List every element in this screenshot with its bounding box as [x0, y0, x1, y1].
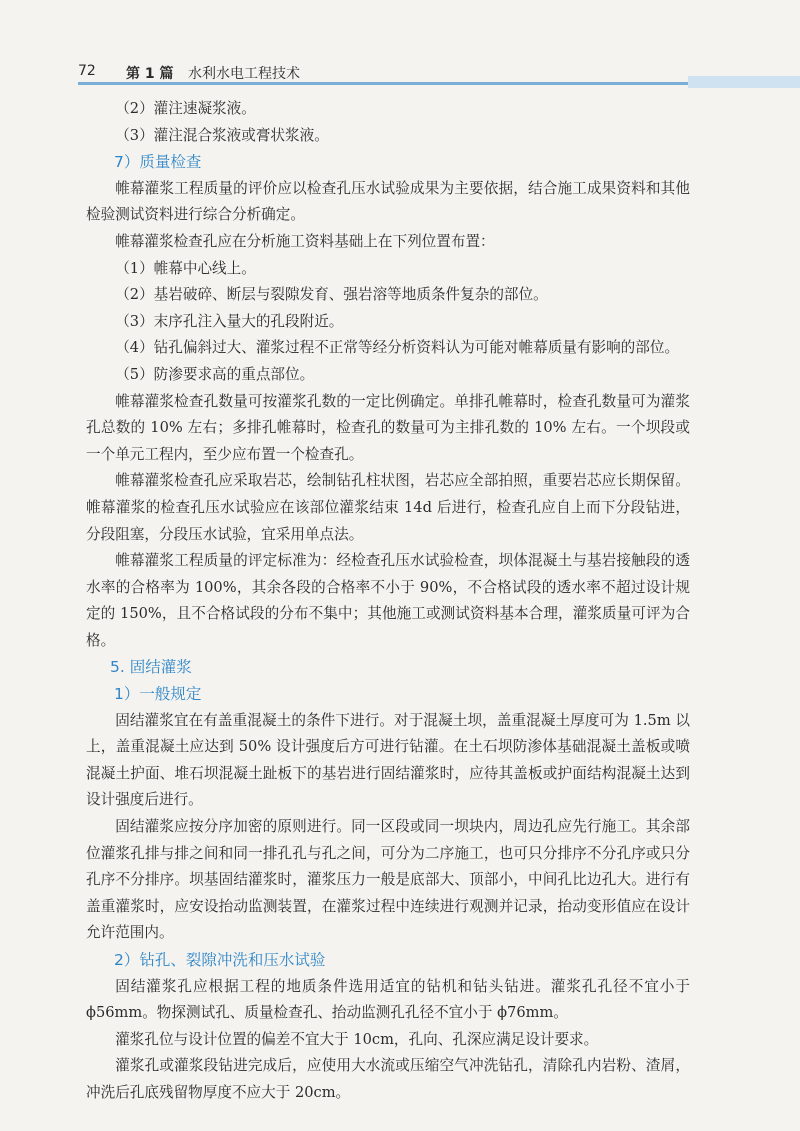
- running-header: [78, 60, 738, 84]
- paragraph: 灌浆孔位与设计位置的偏差不宜大于 10cm，孔向、孔深应满足设计要求。: [115, 1030, 599, 1048]
- paragraph: 帷幕灌浆工程质量的评定标准为：经检查孔压水试验检查，坝体混凝土与基岩接触段的透水率的合格率为 100%，其余各段的合格率不小于 90%，不合格试段的透水率不超过设计规定的 150%，且不合格试段的分布不集中；其他施工或测试资料基本合理，灌浆质量可评为合格。: [86, 552, 690, 649]
- page-body: [86, 96, 690, 1107]
- paragraph: 帷幕灌浆工程质量的评价应以检查孔压水试验成果为主要依据，结合施工成果资料和其他检验测试资料进行综合分析确定。: [86, 179, 690, 224]
- subsection-heading: 1）一般规定: [114, 685, 202, 704]
- paragraph: 固结灌浆应按分序加密的原则进行。同一区段或同一坝块内，周边孔应先行施工。其余部位灌浆孔排与排之间和同一排孔孔与孔之间，可分为二序施工，也可只分排序不分孔序或只分孔序不分排序。坝基固结灌浆时，灌浆压力一般是底部大、顶部小，中间孔比边孔大。进行有盖重灌浆时，应安设抬动监测装置，在灌浆过程中连续进行观测并记录，抬动变形值应在设计允许范围内。: [86, 818, 690, 942]
- part-label: 第 1 篇: [126, 66, 174, 82]
- paragraph: 帷幕灌浆检查孔应在分析施工资料基础上在下列位置布置：: [115, 232, 495, 250]
- list-item: （5）防渗要求高的重点部位。: [115, 365, 315, 383]
- paragraph: 帷幕灌浆检查孔数量可按灌浆孔数的一定比例确定。单排孔帷幕时，检查孔数量可为灌浆孔总数的 10% 左右；多排孔帷幕时，检查孔的数量可为主排孔数的 10% 左右。一个坝段或一个单元工程内，至少应布置一个检查孔。: [86, 392, 690, 463]
- section-heading: 7）质量检查: [114, 153, 202, 172]
- page-number: 72: [78, 63, 96, 79]
- chapter-title: 水利水电工程技术: [188, 66, 300, 82]
- paragraph: 帷幕灌浆检查孔应采取岩芯，绘制钻孔柱状图，岩芯应全部拍照，重要岩芯应长期保留。帷幕灌浆的检查孔压水试验应在该部位灌浆结束 14d 后进行，检查孔应自上而下分段钻进，分段阻塞，分段压水试验，宜采用单点法。: [86, 472, 690, 543]
- list-item: （1）帷幕中心线上。: [115, 259, 256, 277]
- list-item: （3）灌注混合浆液或膏状浆液。: [115, 126, 329, 144]
- subsection-heading: 2）钻孔、裂隙冲洗和压水试验: [114, 951, 326, 969]
- paragraph: 固结灌浆孔应根据工程的地质条件选用适宜的钻机和钻头钻进。灌浆孔孔径不宜小于 ϕ56mm。物探测试孔、质量检查孔、抬动监测孔孔径不宜小于 ϕ76mm。: [86, 977, 690, 1022]
- header-rule: [78, 82, 688, 85]
- paragraph: 固结灌浆宜在有盖重混凝土的条件下进行。对于混凝土坝，盖重混凝土厚度可为 1.5m 以上，盖重混凝土应达到 50% 设计强度后方可进行钻灌。在土石坝防渗体基础混凝土盖板或喷混凝土护面、堆石坝混凝土趾板下的基岩进行固结灌浆时，应待其盖板或护面结构混凝土达到设计强度后进行。: [86, 711, 690, 809]
- list-item: （3）末序孔注入量大的孔段附近。: [115, 312, 344, 330]
- list-item: （2）灌注速凝浆液。: [115, 100, 256, 117]
- list-item: （4）钻孔偏斜过大、灌浆过程不正常等经分析资料认为可能对帷幕质量有影响的部位。: [115, 339, 680, 357]
- paragraph: 灌浆孔或灌浆段钻进完成后，应使用大水流或压缩空气冲洗钻孔，清除孔内岩粉、渣屑，冲洗后孔底残留物厚度不应大于 20cm。: [86, 1057, 690, 1101]
- list-item: （2）基岩破碎、断层与裂隙发育、强岩溶等地质条件复杂的部位。: [115, 286, 548, 304]
- section-heading: 5. 固结灌浆: [110, 658, 192, 677]
- header-tab: [688, 76, 800, 88]
